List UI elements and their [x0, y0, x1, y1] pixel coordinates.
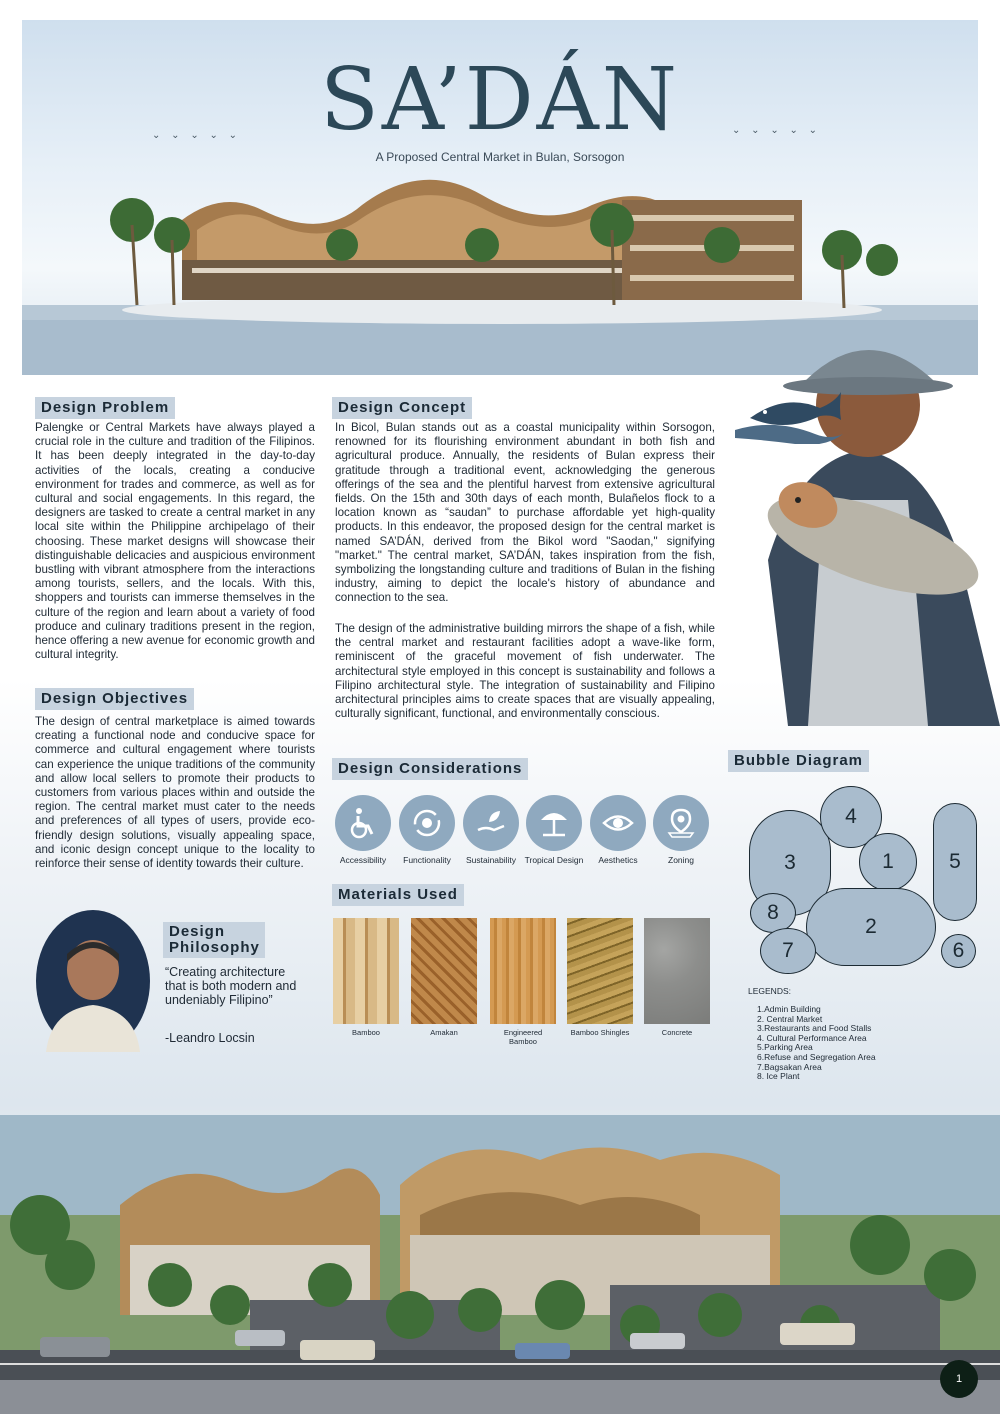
bubble-6: 6 — [941, 934, 976, 968]
legend-item: 5.Parking Area — [757, 1042, 813, 1053]
consideration-aesthetics: Aesthetics — [585, 795, 651, 865]
design-considerations-heading: Design Considerations — [332, 758, 528, 780]
fish-logo-icon — [735, 378, 845, 444]
bubble-2: 2 — [806, 888, 936, 966]
consideration-tropical-design: Tropical Design — [521, 795, 587, 865]
concrete-swatch — [644, 918, 710, 1024]
philosophy-quote: “Creating architecture that is both modern and undeniably Filipino” — [165, 965, 297, 1007]
legend-list — [757, 1005, 876, 1082]
bubble-5: 5 — [933, 803, 977, 921]
consideration-sustainability: Sustainability — [458, 795, 524, 865]
legend-item: 7.Bagsakan Area — [757, 1061, 822, 1072]
bubble-1: 1 — [859, 833, 917, 891]
leandro-locsin-portrait — [36, 910, 150, 1052]
bubble-diagram-heading: Bubble Diagram — [728, 750, 869, 772]
design-concept-paragraph-2: The design of the administrative building mirrors the shape of a fish, while the central market and restaurant facilities adopt a wave-like form, reminiscent of the graceful movement of fish underwater. The architectural style employed in this concept is sustainability and follows a Filipino architectural style. The integration of sustainability and Filipino architectural principles aims to create spaces that are visually appealing, culturally significant, functional, and environmentally conscious. — [335, 622, 715, 721]
legend-item: 6.Refuse and Segregation Area — [757, 1051, 876, 1062]
page-number-badge: 1 — [940, 1360, 978, 1398]
material-amakan: Amakan — [411, 918, 477, 1037]
material-bamboo: Bamboo — [333, 918, 399, 1037]
site-rendering — [0, 1115, 1000, 1414]
hero-title: SA’DÁN — [319, 50, 681, 150]
design-objectives-heading: Design Objectives — [35, 688, 194, 710]
legend-item: 3.Restaurants and Food Stalls — [757, 1023, 872, 1034]
hand-leaf-icon — [463, 795, 519, 851]
gear-cycle-icon — [399, 795, 455, 851]
design-concept-heading: Design Concept — [332, 397, 472, 419]
eye-icon — [590, 795, 646, 851]
legend-item: 4. Cultural Performance Area — [757, 1032, 867, 1043]
material-concrete: Concrete — [644, 918, 710, 1037]
consideration-accessibility: Accessibility — [330, 795, 396, 865]
design-philosophy-heading: Design Philosophy — [163, 922, 265, 958]
legend-item: 1.Admin Building — [757, 1004, 821, 1014]
palm-umbrella-icon — [526, 795, 582, 851]
philosophy-author: -Leandro Locsin — [165, 1031, 255, 1045]
birds-left-icon: ⌄ ⌄ ⌄ ⌄ ⌄ — [152, 130, 242, 141]
material-bamboo-shingles: Bamboo Shingles — [567, 918, 633, 1037]
bubble-3: 3 — [749, 810, 831, 916]
consideration-functionality: Functionality — [394, 795, 460, 865]
birds-right-icon: ⌄ ⌄ ⌄ ⌄ ⌄ — [732, 125, 822, 136]
bamboo-swatch — [333, 918, 399, 1024]
engineered-bamboo-swatch — [490, 918, 556, 1024]
bubble-8: 8 — [750, 893, 796, 933]
design-problem-heading: Design Problem — [35, 397, 175, 419]
design-concept-paragraph-1: In Bicol, Bulan stands out as a coastal municipality within Sorsogon, renowned for its flourishing environment abundant in both fish and agricultural produce. Annually, the residents of Bulan express their gratitude through a traditional event, acknowledging the generous offerings of the sea and the plentiful harvest from extensive agricultural fields. On the 15th and 30th days of each month, Bulañelos flock to a location known as “saudan” to purchase affordable yet high-quality products. In this endeavor, the proposed design for the central market is named SA’DÁN, derived from the Bikol word "Saodan," signifying "market." The central market, SA’DÁN, takes inspiration from the fish, symbolizing the longstanding culture and traditions of Bulan in the fishing industry, aiming to depict the locale's history of abundance and connection to the sea. — [335, 421, 715, 605]
materials-heading: Materials Used — [332, 884, 464, 906]
hero-subtitle: A Proposed Central Market in Bulan, Sorsogon — [375, 150, 625, 164]
design-problem-text: Palengke or Central Markets have always played a crucial role in the culture and tradition of the Filipinos. It has been deeply integrated in the day-to-day activities of the locals, creating a conducive environment for trades and commerce, as well as for cultural and social engagements. In this regard, the designers are tasked to create a central market in any local site within the Philippine archipelago of their choosing. These market designs will showcase their distinguishable delicacies and auspicious environment bustling with vibrant atmosphere from the interactions among tourists, sellers, and the locals. With this, shoppers and tourists can immerse themselves in the culture of the region and learn about a variety of food produce and culinary traditions present in the region, hence offering a new avenue for economic growth and cultural integrity. — [35, 421, 315, 662]
wheelchair-icon — [335, 795, 391, 851]
legend-item: 2. Central Market — [757, 1013, 823, 1024]
bamboo-shingles-swatch — [567, 918, 633, 1024]
material-engineered-bamboo: Engineered Bamboo — [490, 918, 556, 1046]
legend-item: 8. Ice Plant — [757, 1071, 800, 1082]
amakan-swatch — [411, 918, 477, 1024]
bubble-4: 4 — [820, 786, 882, 848]
bubble-7: 7 — [760, 928, 816, 974]
fisherman-photo — [728, 300, 1000, 726]
design-objectives-text: The design of central marketplace is aimed towards creating a functional node and conducive space for commerce and cultural engagement where tourists can experience the unique traditions of the community and allow local sellers to promote their products to customers from various places within and outside the region. The central market must cater to the needs and preferences of all types of users, provide eco-friendly design solutions, visually appealing space, and iconic design concept unique to the locality to reinforce their sense of identity towards their culture. — [35, 715, 315, 871]
legend-title: LEGENDS: — [748, 986, 791, 996]
consideration-zoning: Zoning — [648, 795, 714, 865]
map-pin-icon — [653, 795, 709, 851]
